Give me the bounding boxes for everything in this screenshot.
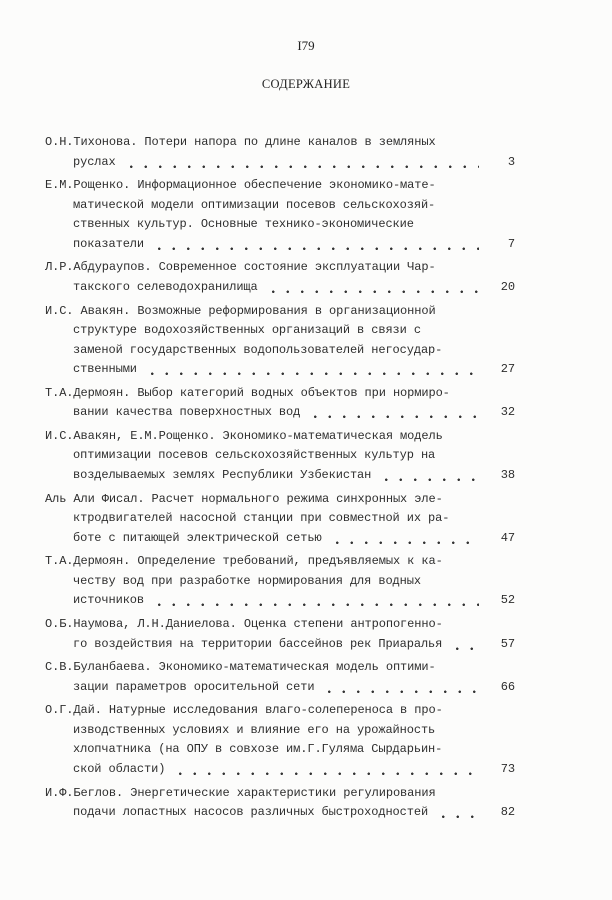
toc-entry (45, 552, 515, 611)
toc-entry-author-title: Аль Али Фисал. Расчет нормального режима синхронных эле- (45, 491, 443, 506)
dot-leader (330, 529, 479, 549)
toc-entry-line-row (45, 552, 515, 572)
dot-leader (124, 153, 479, 173)
toc-entry (45, 302, 515, 380)
toc-entry-line-row (45, 701, 515, 721)
dot-leader (308, 403, 479, 423)
dot-leader (450, 635, 479, 655)
toc-entry-author-title: И.Ф.Беглов. Энергетические характеристики регулирования (45, 785, 436, 800)
toc-entry-line: ственных культур. Основные технико-экономические (73, 217, 414, 232)
toc-entry-page: 32 (500, 405, 515, 420)
toc-entry-line-row (45, 235, 515, 255)
toc-entry (45, 133, 515, 172)
toc-entry-page: 73 (500, 761, 515, 776)
toc-entry-author-title: О.Б.Наумова, Л.Н.Даниелова. Оценка степени антропогенно- (45, 617, 443, 631)
toc-entry-line-row (45, 784, 515, 804)
toc-entry-line: подачи лопастных насосов различных быстроходностей (73, 805, 429, 820)
toc-entry-line-row (45, 529, 515, 549)
toc-entry-line-row (45, 302, 515, 322)
toc-entry-line-row (45, 258, 515, 278)
toc-entry-author-title: Е.М.Рощенко. Информационное обеспечение экономико-мате- (45, 178, 436, 193)
toc-entry-author-title: О.Г.Дай. Натурные исследования влаго-солепереноса в про- (45, 703, 443, 718)
toc-entry-author-title: И.С. Авакян. Возможные реформирования в организационной (45, 303, 436, 318)
toc-entry-line: ской области) (73, 761, 166, 776)
dot-leader (436, 803, 479, 823)
toc-entry-line: оптимизации посевов сельскохозяйственных культур на (73, 448, 436, 463)
table-of-contents (45, 133, 515, 827)
toc-entry-author-title: Т.А.Дермоян. Выбор категорий водных объектов при нормиро- (45, 385, 450, 400)
toc-entry (45, 490, 515, 549)
toc-entry-line: возделываемых землях Республики Узбекистан (73, 467, 372, 482)
toc-entry-author-title: Л.Р.Абдураупов. Современное состояние эксплуатации Чар- (45, 260, 436, 275)
dot-leader (173, 760, 479, 780)
toc-entry-line-row (45, 615, 515, 635)
toc-entry-line-row (45, 740, 515, 760)
toc-entry-author-title: С.В.Буланбаева. Экономико-математическая модель оптими- (45, 660, 436, 675)
toc-entry-page: 7 (507, 236, 515, 251)
toc-entry-line-row (45, 176, 515, 196)
toc-entry-page: 3 (507, 154, 515, 169)
toc-entry-line: ственными (73, 362, 137, 377)
dot-leader (145, 360, 479, 380)
toc-entry-line: изводственных условиях и влияние его на урожайность (73, 722, 436, 737)
toc-entry-line: ктродвигателей насосной станции при совместной их ра- (73, 511, 450, 526)
toc-entry-line-row (45, 658, 515, 678)
toc-entry-line-row (45, 403, 515, 423)
toc-entry-line-row (45, 360, 515, 380)
dot-leader (152, 591, 479, 611)
toc-entry-line: показатели (73, 236, 145, 251)
toc-entry-line-row (45, 321, 515, 341)
toc-entry-line: зации параметров оросительной сети (73, 679, 315, 694)
toc-entry-line-row (45, 490, 515, 510)
toc-entry-line: заменой государственных водопользователей негосудар- (73, 342, 443, 357)
toc-entry (45, 427, 515, 486)
toc-entry-line-row (45, 572, 515, 592)
toc-entry-page: 27 (500, 362, 515, 377)
toc-entry-line: структуре водохозяйственных организаций в связи с (73, 323, 421, 338)
toc-entry-line-row (45, 278, 515, 298)
toc-entry-line-row (45, 721, 515, 741)
toc-entry (45, 384, 515, 423)
toc-entry (45, 784, 515, 823)
dot-leader (266, 278, 479, 298)
toc-entry-line: матической модели оптимизации посевов сельскохозяй- (73, 197, 436, 212)
toc-entry-page: 47 (500, 530, 515, 545)
toc-entry-author-title: О.Н.Тихонова. Потери напора по длине каналов в земляных (45, 135, 436, 149)
toc-entry-line: такского селеводохранилища (73, 279, 258, 294)
toc-entry-page: 52 (500, 593, 515, 608)
toc-entry (45, 258, 515, 297)
toc-entry-line-row (45, 341, 515, 361)
toc-title: СОДЕРЖАНИЕ (261, 77, 351, 91)
toc-entry-line-row (45, 153, 515, 173)
toc-entry-line-row (45, 803, 515, 823)
toc-entry-page: 66 (500, 679, 515, 694)
dot-leader (379, 466, 479, 486)
toc-entry-line: хлопчатника (на ОПУ в совхозе им.Г.Гуляма Сырдарьин- (73, 742, 443, 757)
toc-entry-line-row (45, 196, 515, 216)
toc-entry-author-title: И.С.Авакян, Е.М.Рощенко. Экономико-математическая модель (45, 428, 443, 443)
toc-entry-line-row (45, 384, 515, 404)
toc-entry-line: боте с питающей электрической сетью (73, 530, 322, 545)
toc-entry-line-row (45, 133, 515, 153)
page-number: I79 (297, 38, 315, 53)
toc-entry-line: источников (73, 593, 145, 608)
toc-entry (45, 615, 515, 654)
toc-entry-line: вании качества поверхностных вод (73, 405, 301, 420)
toc-entry-line-row (45, 591, 515, 611)
toc-entry-line: руслах (73, 154, 116, 169)
toc-entry-line: честву вод при разработке нормирования для водных (73, 573, 421, 588)
toc-entry-page: 82 (500, 805, 515, 820)
toc-entry-line-row (45, 446, 515, 466)
toc-entry-line-row (45, 427, 515, 447)
toc-entry (45, 658, 515, 697)
dot-leader (322, 678, 479, 698)
toc-entry-page: 20 (500, 279, 515, 294)
toc-entry-line-row (45, 509, 515, 529)
toc-entry-line-row (45, 635, 515, 655)
toc-entry-line-row (45, 466, 515, 486)
toc-entry-page: 57 (500, 636, 515, 651)
toc-entry-line: го воздействия на территории бассейнов рек Приаралья (73, 636, 443, 651)
toc-entry-author-title: Т.А.Дермоян. Определение требований, предъявляемых к ка- (45, 554, 443, 569)
toc-entry-line-row (45, 678, 515, 698)
toc-entry-line-row (45, 215, 515, 235)
toc-entry-line-row (45, 760, 515, 780)
dot-leader (152, 235, 479, 255)
toc-entry-page: 38 (500, 467, 515, 482)
toc-entry (45, 176, 515, 254)
toc-entry (45, 701, 515, 779)
